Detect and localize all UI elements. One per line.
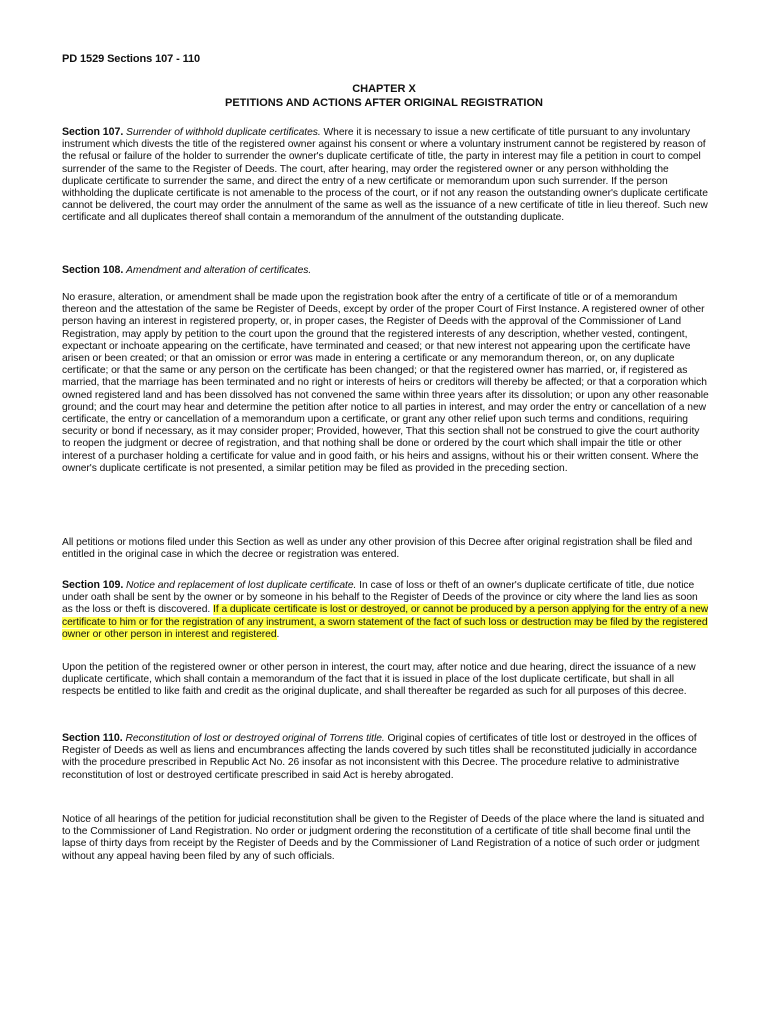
chapter-heading (62, 83, 706, 110)
section-109-end: . (276, 628, 280, 640)
chapter-title: PETITIONS AND ACTIONS AFTER ORIGINAL REGISTRATION (225, 96, 543, 109)
section-108-title: Amendment and alteration of certificates. (126, 265, 312, 276)
section-110-label: Section 110. (62, 732, 123, 744)
section-110-paragraph (62, 732, 710, 782)
section-108-heading (62, 264, 710, 277)
section-107-title: Surrender of withhold duplicate certificates. (126, 127, 321, 138)
chapter-number: CHAPTER X (352, 83, 416, 95)
section-109-paragraph-2: Upon the petition of the registered owner or other person in interest, the court may, after notice and due hearing, direct the issuance of a new duplicate certificate, which shall contain a memorandum of the fact that it is issued in place of the lost duplicate certificate, but shall in all respects be entitled to like faith and credit as the original duplicate, and shall thereafter be regarded as such for all purposes of this decree. (62, 662, 696, 698)
section-108-paragraph-2: All petitions or motions filed under this Section as well as under any other provision of this Decree after original registration shall be filed and entitled in the original case in which the decree or registration was entered. (62, 537, 693, 561)
section-110-paragraph-2: Notice of all hearings of the petition for judicial reconstitution shall be given to the Register of Deeds of the place where the land is situated and to the Commissioner of Land Registration. No order or judgment ordering the reconstitution of a certificate of title shall become final until the lapse of thirty days from receipt by the Register of Deeds and by the Commissioner of Land Registration of a notice of such order or judgment without any appeal having been filed by any of such officials. (62, 814, 705, 862)
document-id: PD 1529 Sections 107 - 110 (62, 53, 201, 65)
section-107-label: Section 107. (62, 126, 124, 138)
section-107-paragraph (62, 126, 710, 225)
section-107-body: Where it is necessary to issue a new certificate of title pursuant to any involuntary instrument which divests the title of the registered owner against his consent or where a voluntary instrument cannot be registered by reason of the refusal or failure of the holder to surrender the owner's duplicate certificate of title, the party in interest may file a petition in court to compel surrender of the same to the Register of Deeds. The court, after hearing, may order the registered owner or any person withholding the duplicate certificate to surrender the same, and direct the entry of a new certificate or memorandum upon such surrender. If the person withholding the duplicate certificate is not amenable to the process of the court, or if not any reason the outstanding owner's duplicate certificate cannot be delivered, the court may order the annulment of the same as well as the issuance of a new certificate of title in lieu thereof. Such new certificate and all duplicates thereof shall contain a memorandum of the annulment of the outstanding duplicate. (62, 127, 708, 224)
section-109-paragraph (62, 579, 710, 641)
section-110-title: Reconstitution of lost or destroyed original of Torrens title. (125, 733, 385, 744)
section-109-body: In case of loss or theft of an owner's duplicate certificate of title, due notice under oath shall be sent by the owner or by someone in his behalf to the Register of Deeds of the province or city where the land lies as soon as the loss or theft is discovered. (62, 580, 698, 616)
section-109-title: Notice and replacement of lost duplicate certificate. (126, 580, 357, 591)
section-110-body: Original copies of certificates of title lost or destroyed in the offices of Register of Deeds as well as liens and encumbrances affecting the lands covered by such titles shall be reconstituted judicially in accordance with the procedure prescribed in Republic Act No. 26 insofar as not inconsistent with this Decree. The procedure relative to administrative reconstitution of lost or destroyed certificate prescribed in said Act is hereby abrogated. (62, 733, 697, 781)
section-108-paragraph-1: No erasure, alteration, or amendment shall be made upon the registration book after the entry of a certificate of title or of a memorandum thereon and the attestation of the same be Register of Deeds, except by order of the proper Court of First Instance. A registered owner of other person having an interest in registered property, or, in proper cases, the Register of Deeds with the approval of the Commissioner of Land Registration, may apply by petition to the court upon the ground that the registered interests of any description, whether vested, contingent, expectant or inchoate appearing on the certificate, have terminated and ceased; or that new interest not appearing upon the certificate have arisen or been created; or that an omission or error was made in entering a certificate or any memorandum thereon, or, on any duplicate certificate; or that the same or any person on the certificate has been changed; or that the registered owner has married, or, if registered as married, that the marriage has been terminated and no right or interests of heirs or creditors will thereby be affected; or that a corporation which owned registered land and has been dissolved has not convened the same within three years after its dissolution; or upon any other reasonable ground; and the court may hear and determine the petition after notice to all parties in interest, and may order the entry or cancellation of a new certificate, the entry or cancellation of a memorandum upon a certificate, or grant any other relief upon such terms and conditions, requiring security or bond if necessary, as it may consider proper; Provided, however, That this section shall not be construed to give the court authority to reopen the judgment or decree of registration, and that nothing shall be done or ordered by the court which shall impair the title or other interest of a purchaser holding a certificate for value and in good faith, or his heirs and assigns, without his or their written consent. Where the owner's duplicate certificate is not presented, a similar petition may be filed as provided in the preceding section. (62, 292, 709, 474)
section-108-label: Section 108. (62, 264, 124, 276)
section-109-label: Section 109. (62, 579, 124, 591)
section-109-highlighted-text: If a duplicate certificate is lost or destroyed, or cannot be produced by a person applying for the entry of a new certificate to him or for the registration of any instrument, a sworn statement of the fact of such loss or destruction may be filed by the registered owner or other person in interest and registered (62, 604, 709, 640)
